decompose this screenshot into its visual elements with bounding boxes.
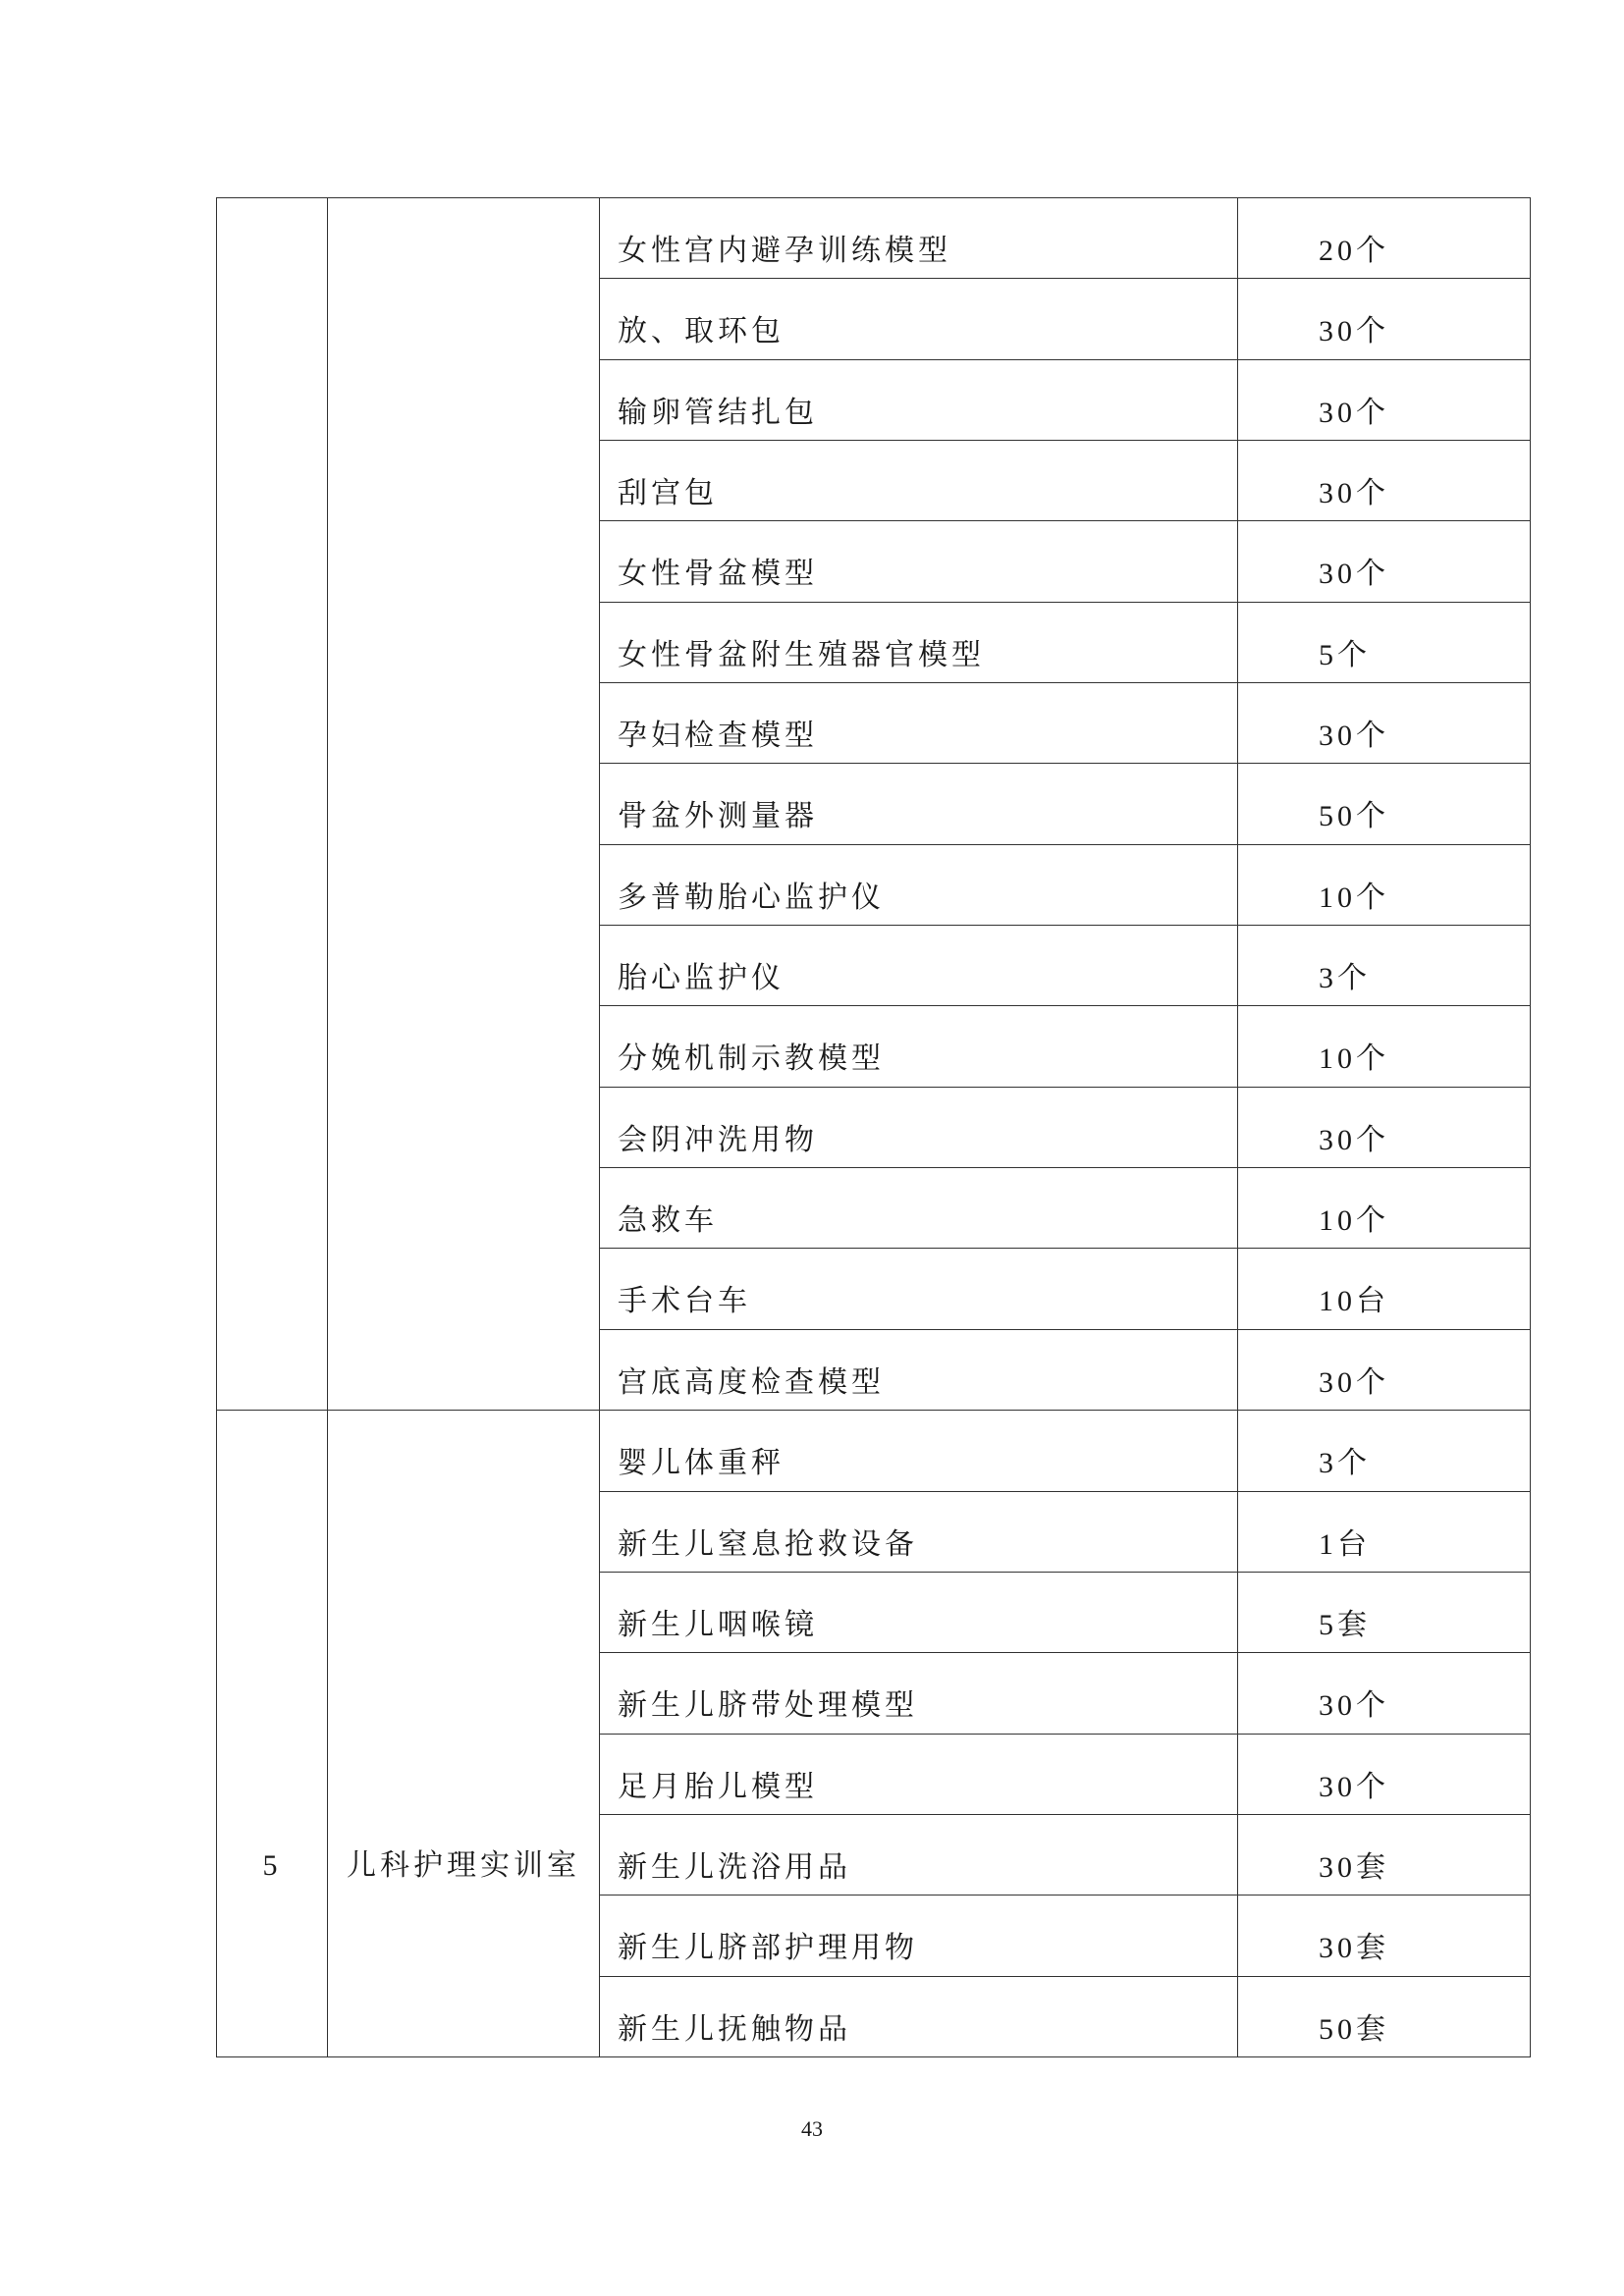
quantity-cell: 30套 [1238,1896,1531,1976]
item-name-cell: 宫底高度检查模型 [600,1329,1238,1410]
equipment-table [216,197,1531,2057]
item-name-cell: 女性宫内避孕训练模型 [600,198,1238,279]
table-row [217,198,1531,279]
quantity-cell: 30个 [1238,1329,1531,1410]
room-name-cell [328,198,600,1411]
item-name-cell: 会阴冲洗用物 [600,1087,1238,1167]
quantity-cell: 10台 [1238,1249,1531,1329]
quantity-cell: 30个 [1238,359,1531,440]
quantity-cell: 10个 [1238,1006,1531,1087]
quantity-cell: 3个 [1238,926,1531,1006]
quantity-cell: 30个 [1238,1087,1531,1167]
quantity-cell: 30套 [1238,1814,1531,1895]
item-name-cell: 新生儿脐部护理用物 [600,1896,1238,1976]
item-name-cell: 孕妇检查模型 [600,683,1238,764]
room-name-cell: 儿科护理实训室 [328,1411,600,2057]
quantity-cell: 30个 [1238,441,1531,521]
item-name-cell: 足月胎儿模型 [600,1734,1238,1814]
item-name-cell: 新生儿洗浴用品 [600,1814,1238,1895]
quantity-cell: 10个 [1238,844,1531,925]
item-name-cell: 分娩机制示教模型 [600,1006,1238,1087]
table-row [217,1411,1531,1491]
quantity-cell: 30个 [1238,279,1531,359]
item-name-cell: 放、取环包 [600,279,1238,359]
item-name-cell: 新生儿窒息抢救设备 [600,1491,1238,1572]
item-name-cell: 输卵管结扎包 [600,359,1238,440]
quantity-cell: 30个 [1238,521,1531,602]
item-name-cell: 胎心监护仪 [600,926,1238,1006]
item-name-cell: 刮宫包 [600,441,1238,521]
item-name-cell: 女性骨盆模型 [600,521,1238,602]
quantity-cell: 20个 [1238,198,1531,279]
quantity-cell: 30个 [1238,1653,1531,1734]
item-name-cell: 新生儿抚触物品 [600,1976,1238,2056]
item-name-cell: 新生儿脐带处理模型 [600,1653,1238,1734]
quantity-cell: 30个 [1238,1734,1531,1814]
item-name-cell: 新生儿咽喉镜 [600,1572,1238,1652]
quantity-cell: 50套 [1238,1976,1531,2056]
serial-number-cell: 5 [217,1411,328,2057]
quantity-cell: 1台 [1238,1491,1531,1572]
item-name-cell: 手术台车 [600,1249,1238,1329]
page-number: 43 [801,2116,823,2141]
item-name-cell: 急救车 [600,1168,1238,1249]
quantity-cell: 30个 [1238,683,1531,764]
quantity-cell: 10个 [1238,1168,1531,1249]
item-name-cell: 骨盆外测量器 [600,764,1238,844]
quantity-cell: 3个 [1238,1411,1531,1491]
item-name-cell: 多普勒胎心监护仪 [600,844,1238,925]
quantity-cell: 5套 [1238,1572,1531,1652]
quantity-cell: 5个 [1238,602,1531,682]
table-body [217,198,1531,2057]
item-name-cell: 婴儿体重秤 [600,1411,1238,1491]
serial-number-cell [217,198,328,1411]
quantity-cell: 50个 [1238,764,1531,844]
item-name-cell: 女性骨盆附生殖器官模型 [600,602,1238,682]
